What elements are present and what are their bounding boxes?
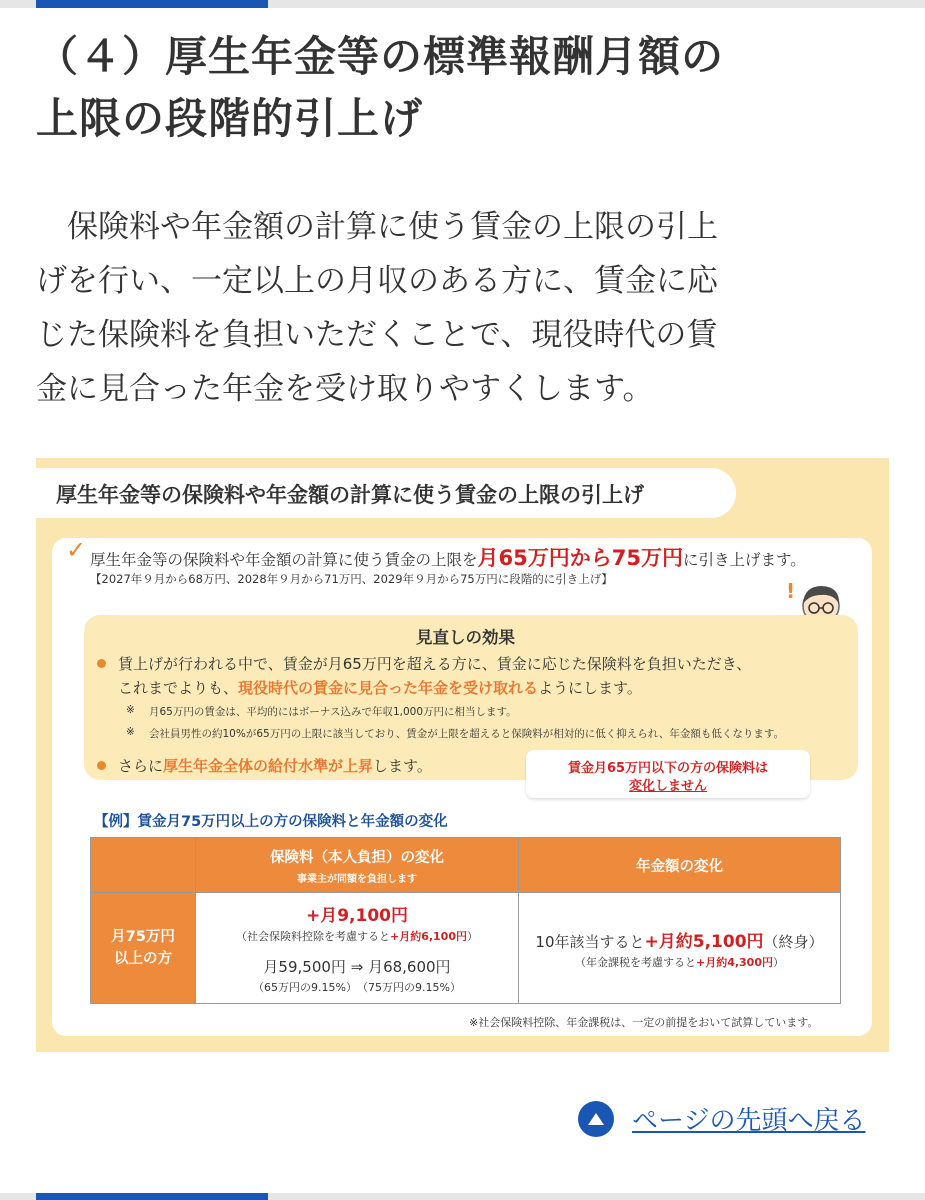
main-point-highlight: 月65万円から75万円 bbox=[477, 546, 683, 570]
bullet-icon bbox=[97, 761, 106, 770]
table-corner bbox=[91, 838, 196, 893]
intro-line: 保険料や年金額の計算に使う賃金の上限の引上 bbox=[36, 209, 718, 245]
pension-change-cell bbox=[519, 893, 841, 1004]
infographic-title: 厚生年金等の保険料や年金額の計算に使う賃金の上限の引上げ bbox=[56, 483, 644, 507]
premium-note: （社会保険料控除を考慮すると+月約6,100円） bbox=[235, 930, 478, 943]
effect-bullet2: さらに厚生年金全体の給付水準が上昇します。 bbox=[118, 757, 432, 775]
checkmark-icon: ✓ bbox=[66, 536, 87, 564]
pension-column-header: 年金額の変化 bbox=[519, 838, 841, 893]
effect-note2: 会社員男性の約10%が65万円の上限に該当しており、賃金が上限を超えると保険料が相対的に低く抑えられ、年金額も低くなります。 bbox=[149, 728, 784, 740]
effect-heading: 見直しの効果 bbox=[416, 628, 515, 647]
note-mark: ※ bbox=[126, 726, 135, 738]
intro-line: じた保険料を負担いただくことで、現役時代の賃 bbox=[36, 317, 718, 353]
premium-rates: （65万円の9.15%） （75万円の9.15%） bbox=[253, 981, 461, 994]
schedule-note: 【2027年９月から68万円、2028年９月から71万円、2029年９月から75万円に段階的に引き上げ】 bbox=[90, 572, 613, 586]
infographic bbox=[36, 458, 889, 1052]
pension-increase: 10年該当すると+月約5,100円（終身） bbox=[535, 931, 824, 952]
effect-bullet1-line1: 賃上げが行われる中で、賃金が月65万円を超える方に、賃金に応じた保険料を負担いただき、 bbox=[118, 655, 752, 673]
main-point: 厚生年金等の保険料や年金額の計算に使う賃金の上限を月65万円から75万円に引き上げます。 bbox=[90, 546, 806, 570]
section-title-line2: 上限の段階的引上げ bbox=[36, 94, 424, 143]
section-title bbox=[36, 26, 896, 150]
arrow-up-icon bbox=[578, 1101, 614, 1137]
comparison-table bbox=[90, 837, 841, 1004]
back-to-top-link[interactable] bbox=[578, 1100, 865, 1137]
intro-paragraph bbox=[36, 200, 896, 416]
note-mark: ※ bbox=[126, 704, 135, 716]
intro-line: 金に見合った年金を受け取りやすくします。 bbox=[36, 371, 654, 407]
row-header: 月75万円 以上の方 bbox=[91, 893, 196, 1004]
effect-note1: 月65万円の賃金は、平均的にはボーナス込みで年収1,000万円に相当します。 bbox=[149, 706, 517, 718]
infographic-footnote: ※社会保険料控除、年金課税は、一定の前提をおいて試算しています。 bbox=[469, 1016, 819, 1029]
callout-box bbox=[526, 750, 810, 798]
callout-line1: 賃金月65万円以下の方の保険料は bbox=[567, 761, 769, 776]
example-title: 【例】賃金月75万円以上の方の保険料と年金額の変化 bbox=[94, 814, 448, 830]
callout-line2: 変化しません bbox=[628, 779, 707, 794]
premium-increase: +月9,100円 bbox=[305, 906, 409, 926]
bottom-accent-bar bbox=[0, 1193, 925, 1200]
bullet-icon bbox=[97, 659, 106, 668]
top-accent-bar bbox=[0, 0, 925, 8]
pension-note: （年金課税を考慮すると+月約4,300円） bbox=[574, 955, 784, 969]
back-to-top-label[interactable]: ページの先頭へ戻る bbox=[632, 1106, 866, 1136]
premium-change-cell bbox=[196, 893, 519, 1004]
effect-bullet1-line2: これまでよりも、現役時代の賃金に見合った年金を受け取れるようにします。 bbox=[118, 679, 642, 697]
premium-amounts: 月59,500円 ⇒ 月68,600円 bbox=[263, 958, 451, 976]
intro-line: げを行い、一定以上の月収のある方に、賃金に応 bbox=[36, 263, 718, 299]
premium-column-header: 保険料（本人負担）の変化 事業主が同額を負担します bbox=[196, 838, 519, 893]
svg-text:!: ! bbox=[786, 579, 796, 603]
section-title-line1: （４）厚生年金等の標準報酬月額の bbox=[36, 32, 725, 81]
